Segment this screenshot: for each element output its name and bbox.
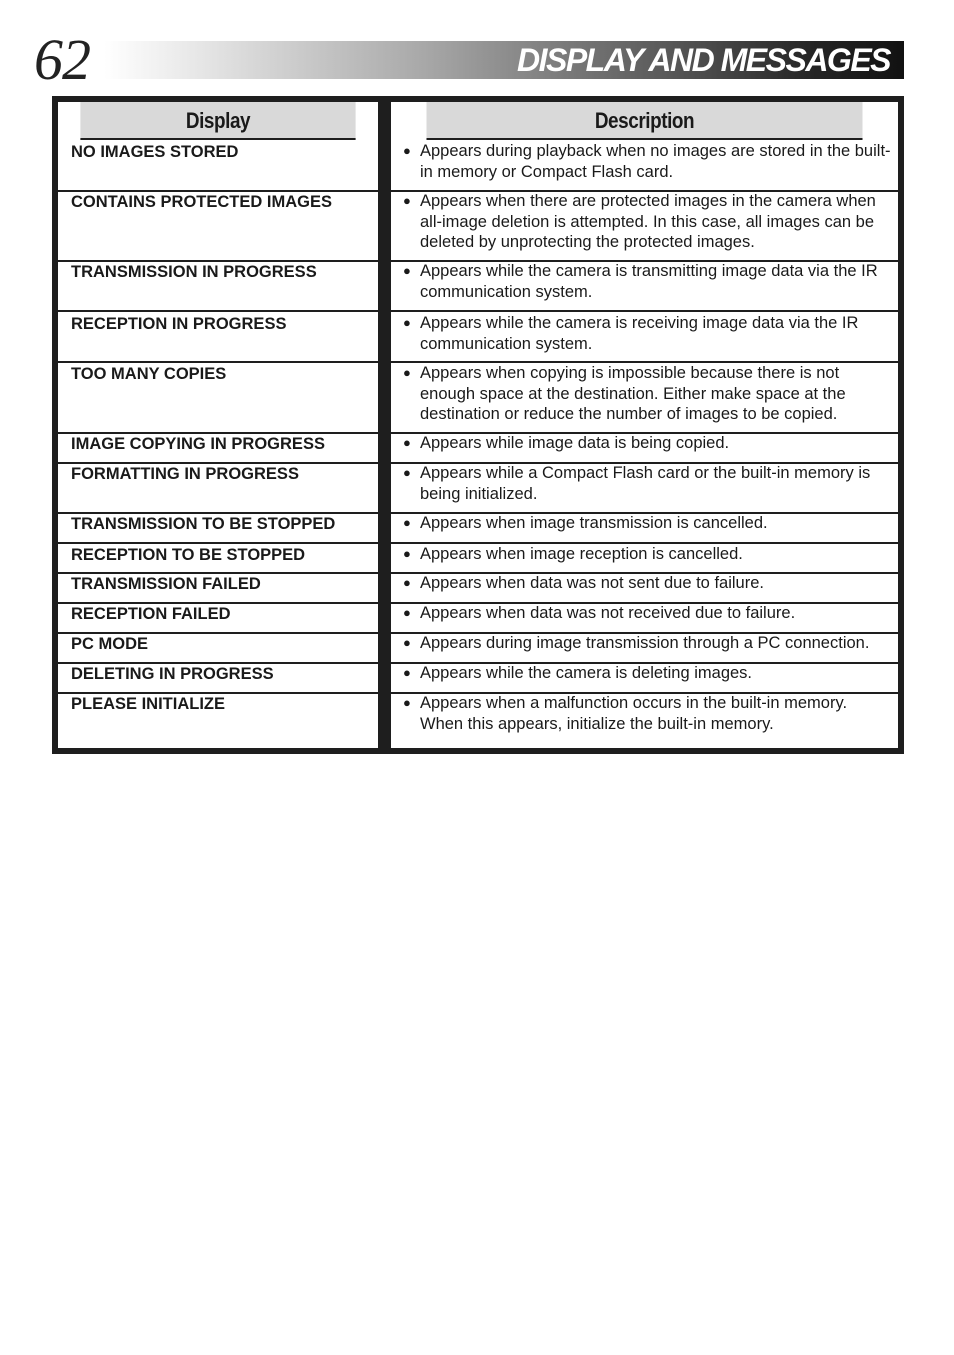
display-message-transmission-to-be-stopped: TRANSMISSION TO BE STOPPED <box>71 515 336 533</box>
messages-table <box>52 96 904 754</box>
section-title-bar <box>104 41 904 79</box>
bullet-icon: ● <box>403 315 411 330</box>
bullet-icon: ● <box>403 546 411 561</box>
bullet-icon: ● <box>403 143 411 158</box>
bullet-icon: ● <box>403 575 411 590</box>
bullet-icon: ● <box>403 635 411 650</box>
display-message-reception-in-progress: RECEPTION IN PROGRESS <box>71 315 287 333</box>
bullet-icon: ● <box>403 193 411 208</box>
display-column-header: Display <box>80 102 355 140</box>
section-title: DISPLAY AND MESSAGES <box>516 42 890 78</box>
display-message-too-many-copies: TOO MANY COPIES <box>71 365 227 383</box>
description-text: Appears while the camera is transmitting image data via the IR communication system. <box>420 262 878 301</box>
description-text: Appears when there are protected images in the camera when all-image deletion is attempted. In this case, all images can be deleted by unprotecting the protected images. <box>420 192 876 251</box>
row-divider <box>391 310 898 312</box>
description-cell <box>403 633 893 654</box>
bullet-icon: ● <box>403 435 411 450</box>
description-cell <box>403 693 893 734</box>
display-message-deleting-in-progress: DELETING IN PROGRESS <box>71 665 274 683</box>
description-cell <box>403 463 893 504</box>
bullet-icon: ● <box>403 665 411 680</box>
description-text: Appears while the camera is deleting images. <box>420 664 753 682</box>
description-text: Appears during image transmission through a PC connection. <box>420 634 870 652</box>
description-cell <box>403 141 893 182</box>
description-text: Appears during playback when no images are stored in the built-in memory or Compact Flash card. <box>420 142 891 181</box>
description-text: Appears while a Compact Flash card or the built-in memory is being initialized. <box>420 464 871 503</box>
description-cell <box>403 261 893 302</box>
description-text: Appears when copying is impossible because there is not enough space at the destination. Either make space at the destination or reduce the number of images to be copied. <box>420 364 846 423</box>
bullet-icon: ● <box>403 605 411 620</box>
bullet-icon: ● <box>403 695 411 710</box>
description-cell <box>403 544 893 565</box>
display-message-contains-protected-images: CONTAINS PROTECTED IMAGES <box>71 193 332 211</box>
description-cell <box>403 513 893 534</box>
bullet-icon: ● <box>403 263 411 278</box>
bullet-icon: ● <box>403 465 411 480</box>
row-divider <box>58 310 378 312</box>
bullet-icon: ● <box>403 515 411 530</box>
description-cell <box>403 313 893 354</box>
bullet-icon: ● <box>403 365 411 380</box>
description-text: Appears when data was not sent due to failure. <box>420 574 764 592</box>
description-text: Appears while image data is being copied. <box>420 434 730 452</box>
page-number: 62 <box>34 27 90 92</box>
display-message-please-initialize: PLEASE INITIALIZE <box>71 695 226 713</box>
description-text: Appears when image transmission is cancelled. <box>420 514 768 532</box>
display-message-transmission-failed: TRANSMISSION FAILED <box>71 575 261 593</box>
display-message-transmission-in-progress: TRANSMISSION IN PROGRESS <box>71 263 317 281</box>
description-cell <box>403 663 893 684</box>
description-cell <box>403 603 893 624</box>
description-cell <box>403 573 893 594</box>
description-cell <box>403 363 893 425</box>
display-message-reception-to-be-stopped: RECEPTION TO BE STOPPED <box>71 546 306 564</box>
description-cell <box>403 433 893 454</box>
description-text: Appears while the camera is receiving image data via the IR communication system. <box>420 314 859 353</box>
description-column <box>391 102 898 748</box>
row-divider <box>58 542 378 544</box>
display-message-no-images-stored: NO IMAGES STORED <box>71 143 239 161</box>
display-message-image-copying-in-progress: IMAGE COPYING IN PROGRESS <box>71 435 325 453</box>
description-text: Appears when image reception is cancelled. <box>420 545 743 563</box>
display-column <box>58 102 378 748</box>
display-message-formatting-in-progress: FORMATTING IN PROGRESS <box>71 465 299 483</box>
description-text: Appears when data was not received due to failure. <box>420 604 796 622</box>
row-divider <box>58 361 378 363</box>
description-cell <box>403 191 893 253</box>
description-column-header: Description <box>426 102 862 140</box>
display-message-pc-mode: PC MODE <box>71 635 149 653</box>
display-message-reception-failed: RECEPTION FAILED <box>71 605 231 623</box>
description-text: Appears when a malfunction occurs in the built-in memory. When this appears, initialize the built-in memory. <box>420 694 848 733</box>
